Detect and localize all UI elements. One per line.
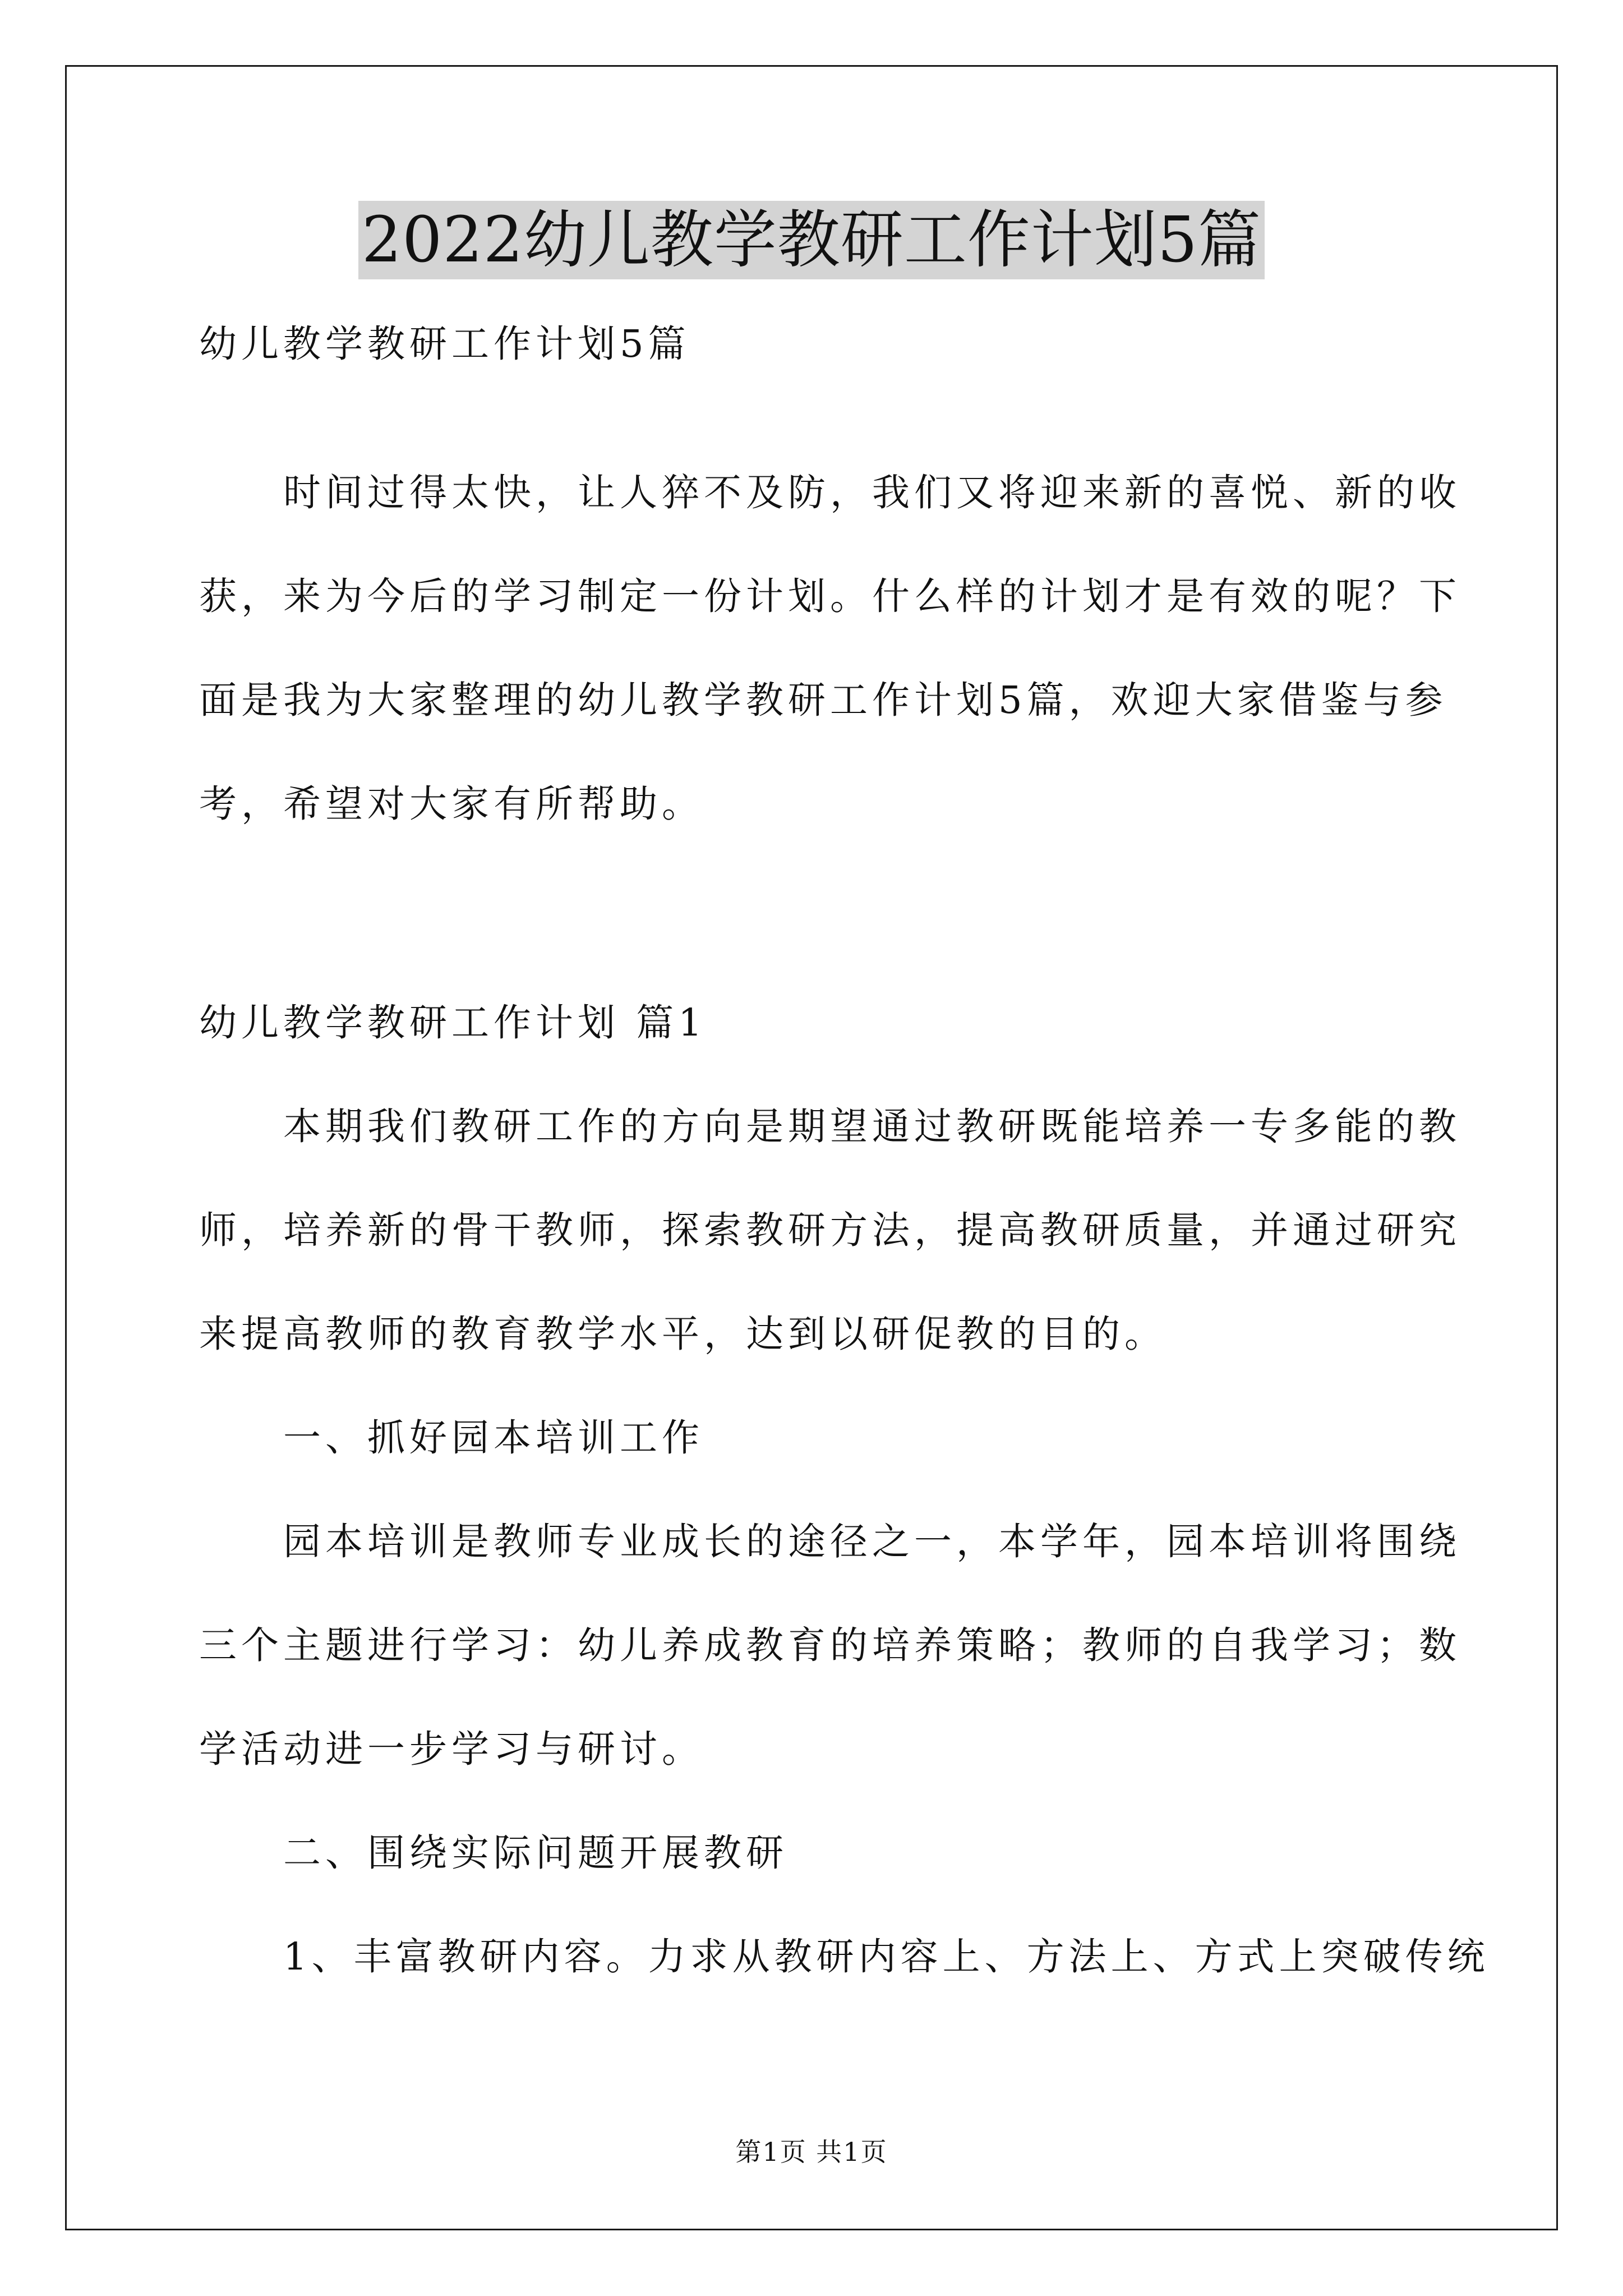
title-container bbox=[0, 201, 1623, 279]
para1-line-3: 来提高教师的教育教学水平，达到以研促教的目的。 bbox=[199, 1312, 1166, 1356]
document-title: 2022幼儿教学教研工作计划5篇 bbox=[358, 201, 1265, 279]
item1-heading: 一、抓好园本培训工作 bbox=[283, 1416, 704, 1460]
intro-line-4: 考，希望对大家有所帮助。 bbox=[199, 782, 704, 826]
para3-line-1: 1、丰富教研内容。力求从教研内容上、方法上、方式上突破传统 bbox=[283, 1935, 1490, 1978]
para1-line-2: 师，培养新的骨干教师，探索教研方法，提高教研质量，并通过研究 bbox=[199, 1208, 1461, 1252]
intro-line-3: 面是我为大家整理的幼儿教学教研工作计划5篇，欢迎大家借鉴与参 bbox=[199, 678, 1447, 722]
item2-heading: 二、围绕实际问题开展教研 bbox=[283, 1831, 788, 1875]
section-heading: 幼儿教学教研工作计划 篇1 bbox=[199, 1001, 707, 1045]
intro-line-2: 获，来为今后的学习制定一份计划。什么样的计划才是有效的呢？下 bbox=[199, 574, 1461, 618]
para2-line-3: 学活动进一步学习与研讨。 bbox=[199, 1727, 704, 1771]
para1-line-1: 本期我们教研工作的方向是期望通过教研既能培养一专多能的教 bbox=[283, 1105, 1461, 1148]
para2-line-2: 三个主题进行学习：幼儿养成教育的培养策略；教师的自我学习；数 bbox=[199, 1623, 1461, 1667]
intro-line-1: 时间过得太快，让人猝不及防，我们又将迎来新的喜悦、新的收 bbox=[283, 471, 1461, 514]
page-footer: 第1页 共1页 bbox=[735, 2137, 888, 2167]
subtitle: 幼儿教学教研工作计划5篇 bbox=[199, 322, 690, 366]
para2-line-1: 园本培训是教师专业成长的途径之一，本学年，园本培训将围绕 bbox=[283, 1520, 1461, 1563]
